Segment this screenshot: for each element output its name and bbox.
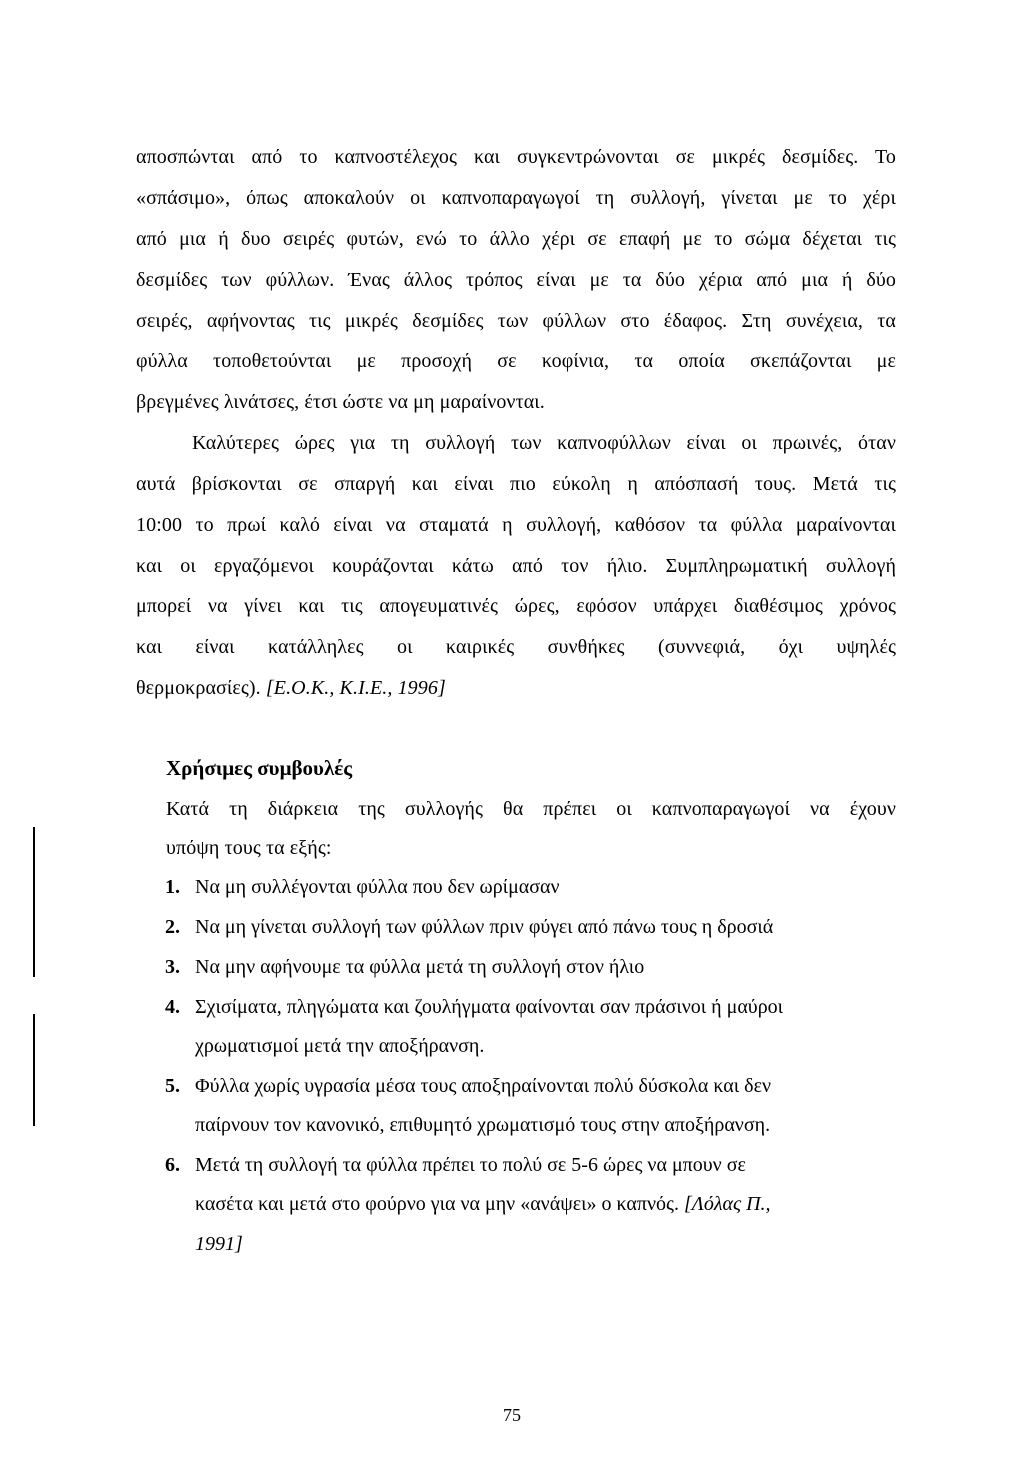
paragraph-1-line-6: φύλλα τοποθετούνται με προσοχή σε κοφίνια, τα οποία σκεπάζονται με [136,350,896,372]
list-number: 3. [165,956,180,978]
paragraph-2-line-1: Καλύτερες ώρες για τη συλλογή των καπνοφύλλων είναι οι πρωινές, όταν [192,432,896,454]
margin-bar-bottom [33,1014,35,1126]
list-number: 1. [165,876,180,898]
list-text-continuation [195,1189,896,1219]
page-number: 75 [503,1405,521,1425]
citation: [Λόλας Π., [683,1193,771,1215]
list-item [165,1150,896,1180]
paragraph-2-line-6: και είναι κατάλληλες οι καιρικές συνθήκες (συννεφιά, όχι υψηλές [136,636,896,658]
list-text: Να μη συλλέγονται φύλλα που δεν ωρίμασαν [195,876,560,898]
paragraph-2-last-text: θερμοκρασίες). [136,677,261,699]
list-text-continuation: χρωματισμοί μετά την αποξήρανση. [195,1035,485,1057]
paragraph-2-line-3: 10:00 το πρωί καλό είναι να σταματά η συλλογή, καθόσον τα φύλλα μαραίνονται [136,514,896,536]
list-number: 4. [165,996,180,1018]
list-item [165,912,896,942]
paragraph-1-line-4: δεσμίδες των φύλλων. Ένας άλλος τρόπος είναι με τα δύο χέρια από μια ή δύο [136,269,896,291]
list-text: κασέτα και μετά στο φούρνο για να μην «ανάψει» ο καπνός. [195,1193,679,1215]
section-intro-line-1: Κατά τη διάρκεια της συλλογής θα πρέπει οι καπνοπαραγωγοί να έχουν [166,798,896,820]
list-number: 6. [165,1154,180,1176]
paragraph-2-line-5: μπορεί να γίνει και τις απογευματινές ώρες, εφόσον υπάρχει διαθέσιμος χρόνος [136,595,896,617]
list-number: 5. [165,1075,180,1097]
list-text-continuation: παίρνουν τον κανονικό, επιθυμητό χρωματισμό τους στην αποξήρανση. [195,1114,771,1136]
list-text: Να μην αφήνουμε τα φύλλα μετά τη συλλογή στον ήλιο [195,956,645,978]
list-text: Φύλλα χωρίς υγρασία μέσα τους αποξηραίνονται πολύ δύσκολα και δεν [195,1075,772,1097]
list-number: 2. [165,916,180,938]
paragraph-1-line-2: «σπάσιμο», όπως αποκαλούν οι καπνοπαραγωγοί τη συλλογή, γίνεται με το χέρι [136,187,896,209]
citation: [Ε.Ο.Κ., Κ.Ι.Ε., 1996] [265,677,446,699]
margin-bar-top [33,827,35,977]
list-text: Να μη γίνεται συλλογή των φύλλων πριν φύγει από πάνω τους η δροσιά [195,916,774,938]
citation-continuation: 1991] [195,1233,243,1255]
paragraph-1-line-7: βρεγμένες λινάτσες, έτσι ώστε να μη μαραίνονται. [136,391,545,413]
list-item [165,872,896,902]
paragraph-1-line-1: αποσπώνται από το καπνοστέλεχος και συγκεντρώνονται σε μικρές δεσμίδες. Το [136,146,896,168]
paragraph-1-line-5: σειρές, αφήνοντας τις μικρές δεσμίδες των φύλλων στο έδαφος. Στη συνέχεια, τα [136,310,896,332]
paragraph-2-line-7 [136,673,896,703]
section-intro-line-2: υπόψη τους τα εξής: [166,837,332,859]
list-item [165,952,896,982]
paragraph-2-line-2: αυτά βρίσκονται σε σπαργή και είναι πιο εύκολη η απόσπασή τους. Μετά τις [136,473,896,495]
paragraph-2-line-4: και οι εργαζόμενοι κουράζονται κάτω από τον ήλιο. Συμπληρωματική συλλογή [136,555,896,577]
list-item [165,992,896,1022]
list-text: Μετά τη συλλογή τα φύλλα πρέπει το πολύ σε 5-6 ώρες να μπουν σε [195,1154,746,1176]
list-text: Σχισίματα, πληγώματα και ζουλήγματα φαίνονται σαν πράσινοι ή μαύροι [195,996,784,1018]
list-text-continuation [195,1229,896,1259]
section-heading: Χρήσιμες συμβουλές [166,756,353,780]
list-item [165,1071,896,1101]
paragraph-1-line-3: από μια ή δυο σειρές φυτών, ενώ το άλλο χέρι σε επαφή με το σώμα δέχεται τις [136,228,896,250]
